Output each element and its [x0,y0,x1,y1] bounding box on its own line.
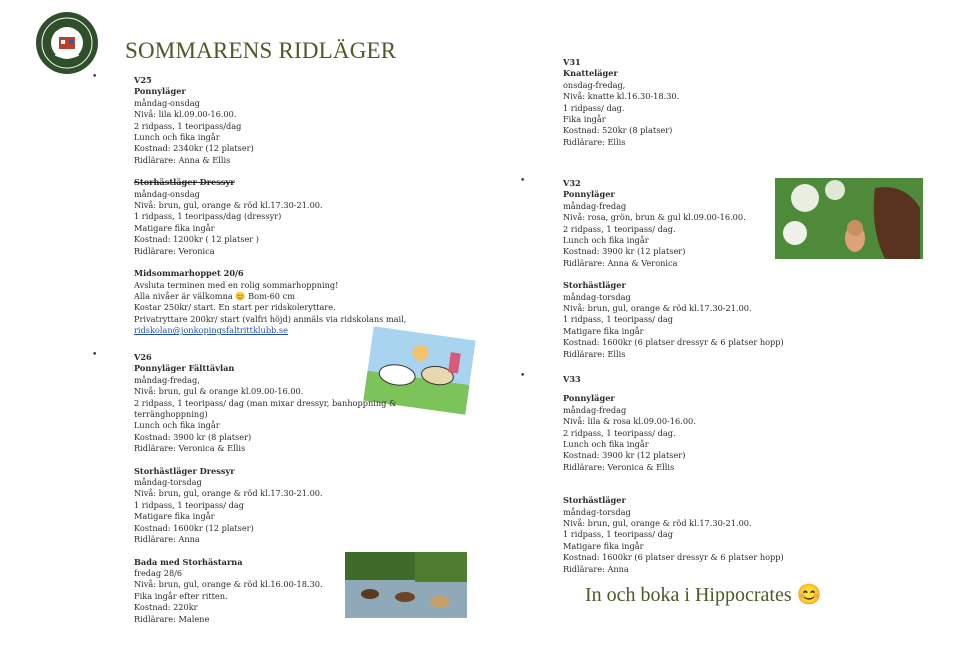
email-link[interactable]: ridskolan@jonkopingsfaltrittklubb.se [134,325,288,336]
camp-food: Fika ingår efter ritten. [134,590,228,601]
v25-block [134,75,406,337]
camp-level: Nivå: brun, gul, orange & röd kl.17.30-21.00. [134,200,323,211]
camp-cost: Kostnad: 1600kr (12 platser) [134,522,254,533]
camp-pass: 1 ridpass/ dag. [563,102,625,113]
camp-days: måndag-torsdag [563,291,631,302]
camp-cost: Kostnad: 1200kr ( 12 platser ) [134,234,259,245]
smiley-icon: 😊 [796,584,822,606]
camp-teacher: Ridlärare: Malene [134,613,210,624]
week-label: V32 [563,178,581,188]
booking-text: In och boka i Hippocrates [585,584,792,606]
girl-horse-photo [775,178,923,259]
camp-name: Storhästläger Dressyr [134,177,235,188]
camp-teacher: Ridlärare: Anna [563,563,629,574]
camp-name: Storhästläger [563,495,626,506]
week-label: V26 [134,352,152,362]
camp-cost: Kostnad: 3900 kr (12 platser) [563,450,686,461]
camp-food: Matigare fika ingår [563,540,644,551]
v32-block [563,178,784,360]
camp-level: Nivå: brun, gul, orange & röd kl.17.30-21.00. [563,303,752,314]
camp-days: måndag-fredag [563,200,627,211]
camp-name: Storhästläger Dressyr [134,465,235,476]
camp-level: Nivå: brun, gul, orange & röd kl.16.00-18.30. [134,579,323,590]
camp-pass: 2 ridpass, 1 teoripass/ dag. [563,223,676,234]
camp-pass: 1 ridpass, 1 teoripass/ dag [563,529,673,540]
lake-horses-photo [345,552,467,618]
camp-days: måndag-torsdag [134,477,202,488]
booking-callout [585,582,822,607]
v31-block [563,57,679,148]
bullet: • [92,350,98,360]
camp-pass: terränghoppning) [134,409,208,420]
camp-teacher: Ridlärare: Anna & Ellis [134,154,231,165]
camp-days: måndag-onsdag [134,97,200,108]
camp-food: Fika ingår [563,114,606,125]
week-label: V25 [134,75,152,85]
camp-level: Nivå: lila kl.09.00-16.00. [134,109,237,120]
camp-food: Matigare fika ingår [134,222,215,233]
camp-level: Nivå: rosa, grön, brun & gul kl.09.00-16.00. [563,212,746,223]
camp-days: måndag-onsdag [134,188,200,199]
camp-days: fredag 28/6 [134,567,183,578]
camp-cost: Kostnad: 2340kr (12 platser) [134,143,254,154]
camp-pass: 2 ridpass, 1 teoripass/ dag (man mixar dressyr, banhoppning & [134,397,397,408]
camp-cost: Kostnad: 3900 kr (8 platser) [134,431,252,442]
camp-pass: 1 ridpass, 1 teoripass/ dag [134,499,244,510]
camp-name: Bada med Storhästarna [134,556,243,567]
camp-cost: Kostnad: 3900 kr (12 platser) [563,246,686,257]
camp-food: Matigare fika ingår [563,325,644,336]
camp-name: Ponnyläger [563,393,615,404]
camp-teacher: Ridlärare: Anna & Veronica [563,257,678,268]
camp-food: Lunch och fika ingår [563,235,649,246]
camp-pass: 1 ridpass, 1 teoripass/ dag [563,314,673,325]
camp-teacher: Ridlärare: Veronica & Ellis [134,443,246,454]
camp-pass: 2 ridpass, 1 teoripass/dag [134,120,242,131]
event-text: Avsluta terminen med en rolig sommarhoppning! [134,279,339,290]
week-label: V33 [563,374,581,384]
camp-name: Ponnyläger Fälttävlan [134,363,235,374]
camp-name: Knatteläger [563,68,618,79]
camp-pass: 1 ridpass, 1 teoripass/dag (dressyr) [134,211,282,222]
camp-food: Lunch och fika ingår [563,439,649,450]
camp-name: Ponnyläger [563,189,615,200]
camp-cost: Kostnad: 1600kr (6 platser dressyr & 6 platser hopp) [563,552,784,563]
camp-level: Nivå: brun, gul, orange & röd kl.17.30-21.00. [134,488,323,499]
camp-level: Nivå: lila & rosa kl.09.00-16.00. [563,416,696,427]
club-logo [35,11,99,75]
camp-name: Storhästläger [563,280,626,291]
camp-food: Lunch och fika ingår [134,420,220,431]
camp-days: måndag-fredag [563,404,627,415]
v33-block [563,374,784,575]
camp-food: Lunch och fika ingår [134,132,220,143]
page-title: SOMMARENS RIDLÄGER [125,38,397,63]
camp-cost: Kostnad: 520kr (8 platser) [563,125,673,136]
camp-teacher: Ridlärare: Ellis [563,136,626,147]
bullet: • [520,371,526,381]
camp-teacher: Ridlärare: Anna [134,534,200,545]
camp-pass: 2 ridpass, 1 teoripass/ dag. [563,427,676,438]
camp-level: Nivå: knatte kl.16.30-18.30. [563,91,680,102]
event-name: Midsommarhoppet 20/6 [134,268,244,279]
event-text: Privatryttare 200kr/ start (valfri höjd) anmäls via ridskolans mail, [134,313,407,324]
camp-days: måndag-torsdag [563,506,631,517]
camp-level: Nivå: brun, gul, orange & röd kl.17.30-21.00. [563,518,752,529]
event-text: Kostar 250kr/ start. En start per ridskoleryttare. [134,302,336,313]
camp-name: Ponnyläger [134,86,186,97]
bullet: • [92,72,98,82]
camp-cost: Kostnad: 220kr [134,602,198,613]
week-label: V31 [563,57,581,67]
bullet: • [520,176,526,186]
camp-cost: Kostnad: 1600kr (6 platser dressyr & 6 platser hopp) [563,337,784,348]
event-text: Alla nivåer är välkomna 😊 Bom-60 cm [134,290,295,301]
camp-teacher: Ridlärare: Veronica & Ellis [563,461,675,472]
camp-days: onsdag-fredag, [563,79,626,90]
camp-teacher: Ridlärare: Veronica [134,245,215,256]
camp-level: Nivå: brun, gul & orange kl.09.00-16.00. [134,386,304,397]
camp-teacher: Ridlärare: Ellis [563,348,626,359]
camp-food: Matigare fika ingår [134,511,215,522]
camp-days: måndag-fredag, [134,374,200,385]
